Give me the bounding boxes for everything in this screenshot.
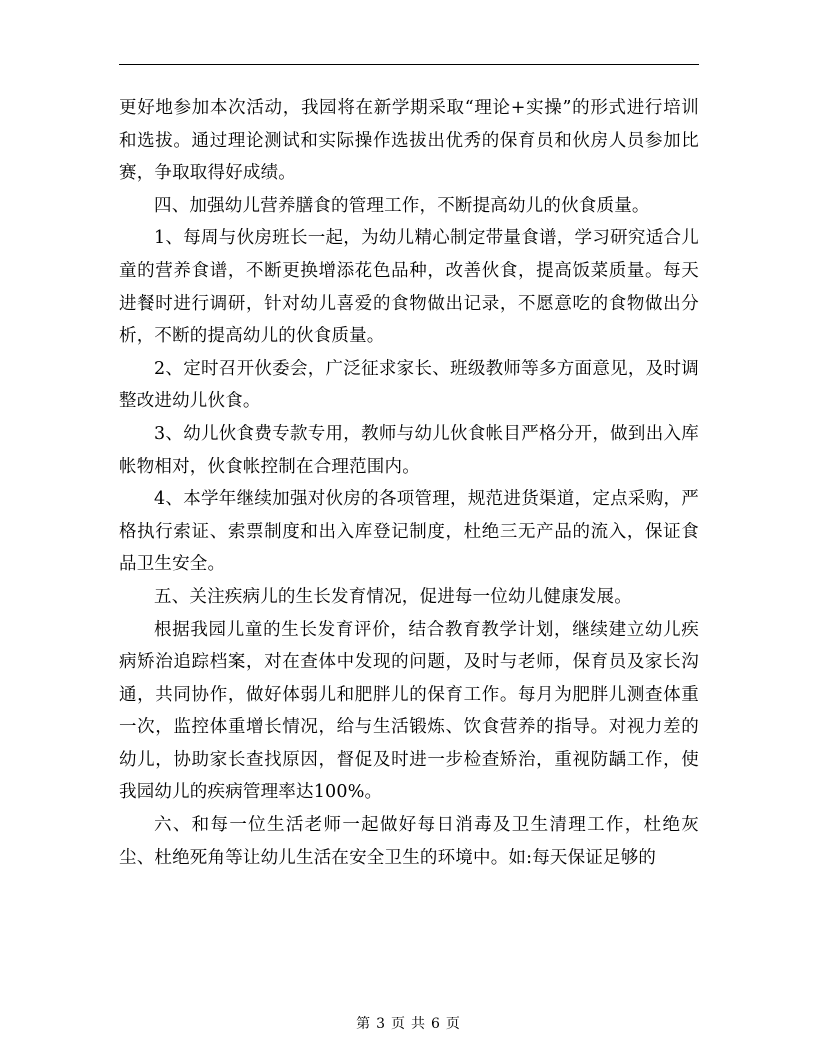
section-heading-6: 六、和每一位生活老师一起做好每日消毒及卫生清理工作，杜绝灰尘、杜绝死角等让幼儿生活在安全卫生的环境中。如:每天保证足够的 bbox=[119, 815, 699, 868]
paragraph-item-1: 1、每周与伙房班长一起，为幼儿精心制定带量食谱，学习研究适合儿童的营养食谱，不断更换增添花色品种，改善伙食，提高饭菜质量。每天进餐时进行调研，针对幼儿喜爱的食物做出记录，不愿意吃的食物做出分析，不断的提高幼儿的伙食质量。 bbox=[119, 228, 699, 347]
footer-page-prefix: 第 bbox=[356, 1016, 371, 1032]
paragraph-continuation: 更好地参加本次活动，我园将在新学期采取“理论+实操”的形式进行培训和选拔。通过理论测试和实际操作选拔出优秀的保育员和伙房人员参加比赛，争取取得好成绩。 bbox=[119, 98, 699, 184]
section-heading-4: 四、加强幼儿营养膳食的管理工作，不断提高幼儿的伙食质量。 bbox=[154, 195, 650, 216]
footer-current-page: 3 bbox=[376, 1016, 385, 1032]
paragraph-item-3: 3、幼儿伙食费专款专用，教师与幼儿伙食帐目严格分开，做到出入库帐物相对，伙食帐控制在合理范围内。 bbox=[119, 423, 699, 477]
paragraph-item-4: 4、本学年继续加强对伙房的各项管理，规范进货渠道，定点采购，严格执行索证、索票制度和出入库登记制度，杜绝三无产品的流入，保证食品卫生安全。 bbox=[119, 489, 699, 575]
footer-page-suffix: 页 bbox=[445, 1016, 460, 1032]
header-rule bbox=[119, 64, 699, 65]
footer-page-mid: 页 bbox=[391, 1016, 405, 1032]
section-heading-5: 五、关注疾病儿的生长发育情况，促进每一位幼儿健康发展。 bbox=[154, 586, 632, 607]
paragraph-section-5-body: 根据我园儿童的生长发育评价，结合教育教学计划，继续建立幼儿疾病矫治追踪档案，对在查体中发现的问题，及时与老师，保育员及家长沟通，共同协作，做好体弱儿和肥胖儿的保育工作。每月为肥胖儿测查体重一次，监控体重增长情况，给与生活锻炼、饮食营养的指导。对视力差的幼儿，协助家长查找原因，督促及时进一步检查矫治，重视防龋工作，使我园幼儿的疾病管理率达100%。 bbox=[119, 619, 699, 803]
document-body bbox=[119, 92, 699, 874]
footer-total-pages: 6 bbox=[431, 1016, 440, 1032]
paragraph-item-2: 2、定时召开伙委会，广泛征求家长、班级教师等多方面意见，及时调整改进幼儿伙食。 bbox=[119, 358, 699, 412]
footer-total-prefix: 共 bbox=[411, 1016, 425, 1032]
page-footer bbox=[0, 1015, 816, 1033]
